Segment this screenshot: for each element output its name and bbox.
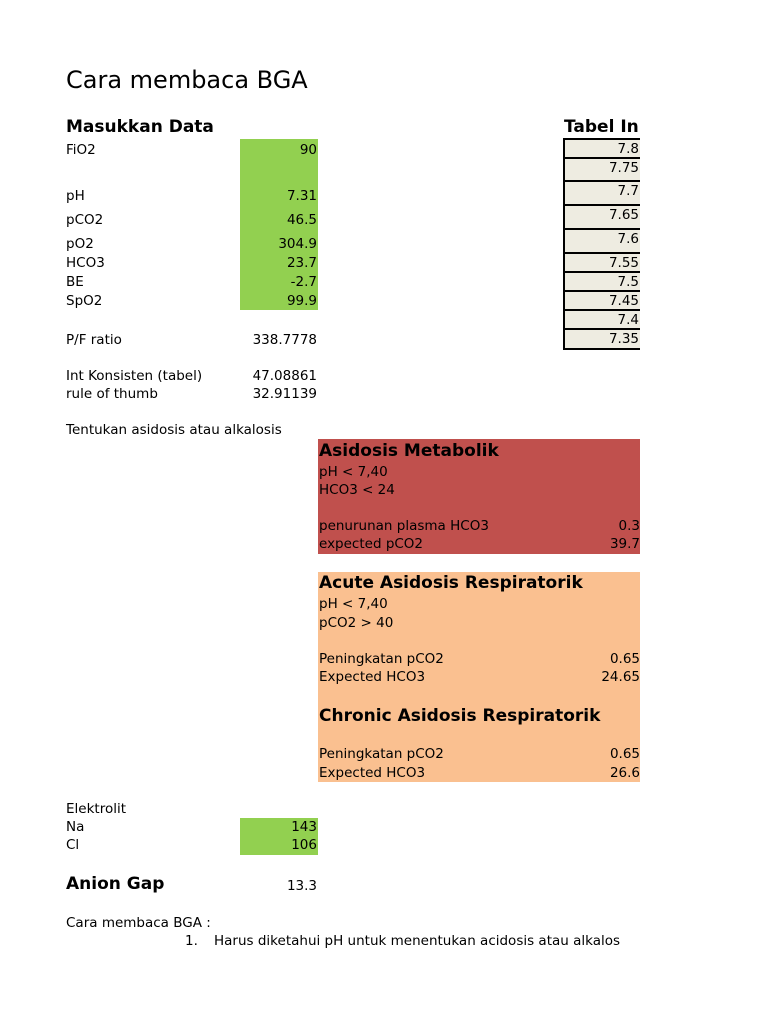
acute-expected-hco3-value: 24.65 xyxy=(601,669,640,685)
table-cell: 7.4 xyxy=(563,309,640,330)
acute-respiratory-title: Acute Asidosis Respiratorik xyxy=(319,573,583,593)
table-cell: 7.65 xyxy=(563,204,640,230)
table-cell: 7.7 xyxy=(563,180,640,206)
po2-label: pO2 xyxy=(66,236,94,252)
acute-criteria-ph: pH < 7,40 xyxy=(319,596,388,612)
howto-item-text: Harus diketahui pH untuk menentukan acidosis atau alkalos xyxy=(214,933,621,949)
acute-criteria-pco2: pCO2 > 40 xyxy=(319,615,394,631)
expected-pco2-label: expected pCO2 xyxy=(319,536,424,552)
fio2-label: FiO2 xyxy=(66,142,96,158)
ph-value[interactable]: 7.31 xyxy=(286,188,317,204)
acute-expected-hco3-label: Expected HCO3 xyxy=(319,669,426,685)
chronic-expected-hco3-label: Expected HCO3 xyxy=(319,765,426,781)
metabolic-acidosis-title: Asidosis Metabolik xyxy=(319,441,499,461)
hco3-value[interactable]: 23.7 xyxy=(286,255,317,271)
po2-value[interactable]: 304.9 xyxy=(278,236,317,252)
hco3-decrease-value: 0.3 xyxy=(618,518,640,534)
page-title: Cara membaca BGA xyxy=(66,66,308,94)
expected-pco2-value: 39.7 xyxy=(609,536,640,552)
acute-pco2-increase-value: 0.65 xyxy=(609,651,640,667)
table-cell: 7.5 xyxy=(563,271,640,292)
table-cell: 7.8 xyxy=(563,138,640,159)
cl-value[interactable]: 106 xyxy=(291,837,317,853)
spo2-value[interactable]: 99.9 xyxy=(286,293,317,309)
anion-gap-value: 13.3 xyxy=(286,878,317,894)
be-value[interactable]: -2.7 xyxy=(290,274,317,290)
be-label: BE xyxy=(66,274,84,290)
na-label: Na xyxy=(66,819,85,835)
chronic-pco2-increase-value: 0.65 xyxy=(609,746,640,762)
rule-of-thumb-value: 32.91139 xyxy=(252,386,317,402)
input-heading: Masukkan Data xyxy=(66,117,214,137)
int-konsisten-label: Int Konsisten (tabel) xyxy=(66,368,203,384)
metabolic-criteria-ph: pH < 7,40 xyxy=(319,464,388,480)
howto-heading: Cara membaca BGA : xyxy=(66,915,211,931)
acute-pco2-increase-label: Peningkatan pCO2 xyxy=(319,651,444,667)
hco3-decrease-label: penurunan plasma HCO3 xyxy=(319,518,489,534)
cl-label: Cl xyxy=(66,837,80,853)
spo2-label: SpO2 xyxy=(66,293,103,309)
fio2-value[interactable]: 90 xyxy=(299,142,317,158)
chronic-expected-hco3-value: 26.6 xyxy=(609,765,640,781)
pf-ratio-value: 338.7778 xyxy=(252,332,317,348)
table-cell: 7.45 xyxy=(563,290,640,311)
table-cell: 7.35 xyxy=(563,328,640,350)
table-cell: 7.6 xyxy=(563,228,640,254)
table-cell: 7.75 xyxy=(563,157,640,182)
pf-ratio-label: P/F ratio xyxy=(66,332,122,348)
instruction-text: Tentukan asidosis atau alkalosis xyxy=(66,422,282,438)
anion-gap-label: Anion Gap xyxy=(66,874,165,894)
rule-of-thumb-label: rule of thumb xyxy=(66,386,158,402)
howto-item-number: 1. xyxy=(185,933,198,949)
pco2-label: pCO2 xyxy=(66,212,104,228)
table-cell: 7.55 xyxy=(563,252,640,273)
pco2-value[interactable]: 46.5 xyxy=(286,212,317,228)
hco3-label: HCO3 xyxy=(66,255,105,271)
electrolyte-heading: Elektrolit xyxy=(66,801,127,817)
metabolic-criteria-hco3: HCO3 < 24 xyxy=(319,482,395,498)
table-heading: Tabel In xyxy=(564,117,639,137)
int-konsisten-value: 47.08861 xyxy=(252,368,317,384)
chronic-respiratory-title: Chronic Asidosis Respiratorik xyxy=(319,706,601,726)
na-value[interactable]: 143 xyxy=(291,819,317,835)
ph-label: pH xyxy=(66,188,85,204)
chronic-pco2-increase-label: Peningkatan pCO2 xyxy=(319,746,444,762)
